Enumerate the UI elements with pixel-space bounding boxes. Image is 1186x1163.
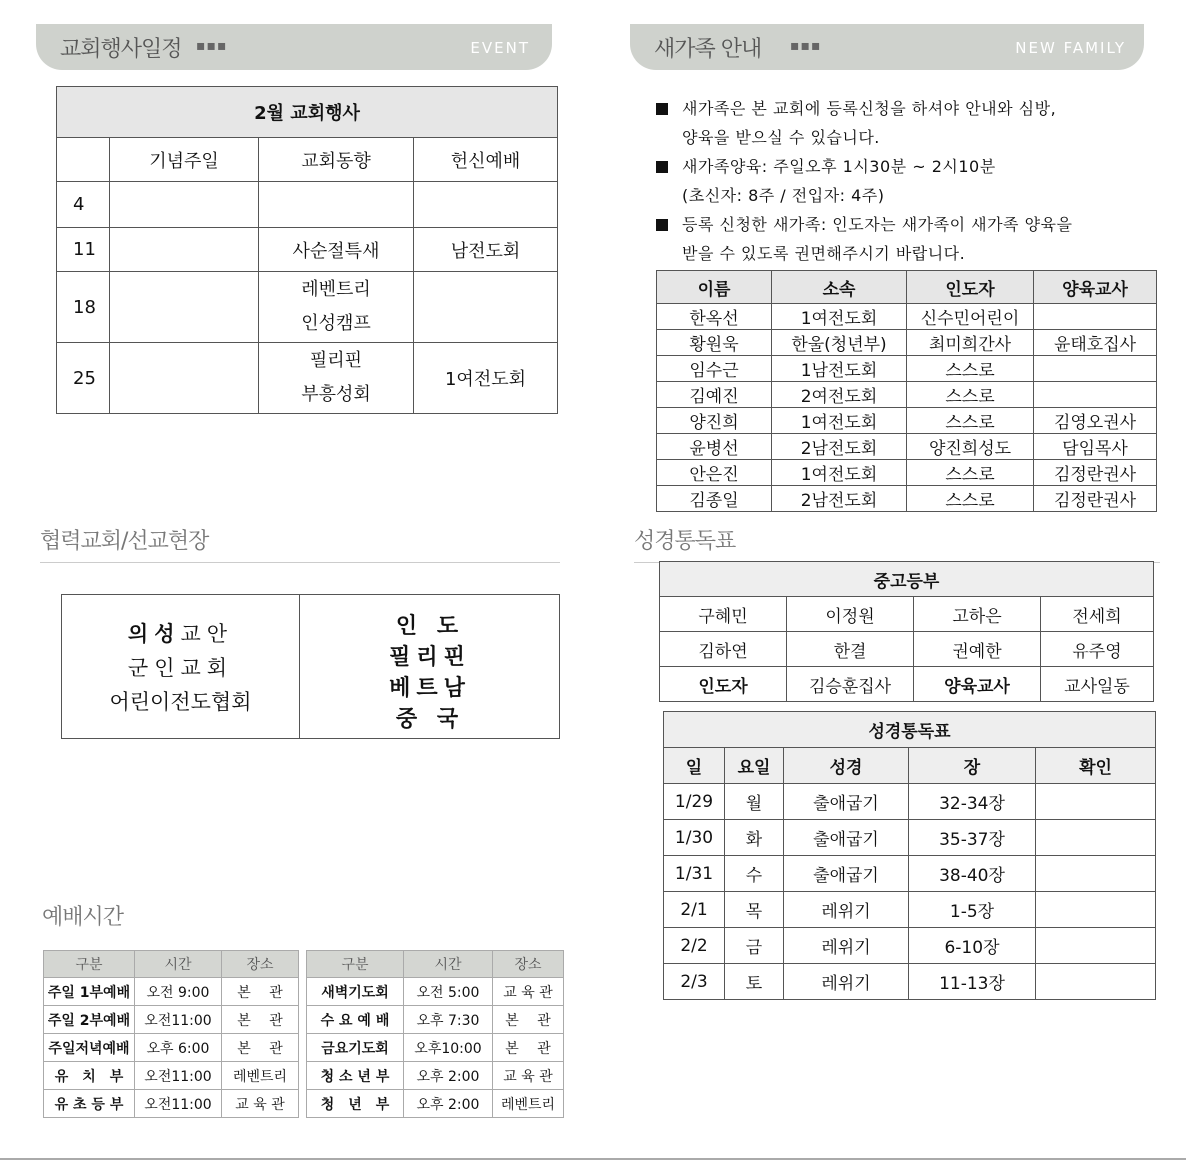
note-line: 새가족양육: 주일오후 1시30분 ~ 2시10분 bbox=[682, 157, 996, 176]
mission-field: 베트남 bbox=[389, 676, 471, 701]
event-worship: 남전도회 bbox=[414, 228, 558, 272]
member-name: 전세희 bbox=[1041, 597, 1154, 632]
event-news: 사순절특새 bbox=[259, 228, 414, 272]
worship-place: 본 관 bbox=[222, 978, 299, 1006]
worship-header: 장소 bbox=[493, 951, 564, 978]
event-day: 18 bbox=[57, 272, 110, 343]
bullet-square-icon bbox=[656, 161, 668, 173]
nf-teacher: 김정란권사 bbox=[1034, 460, 1157, 486]
event-memorial bbox=[110, 182, 259, 228]
reading-chapters: 1-5장 bbox=[909, 892, 1036, 928]
table-row bbox=[657, 304, 1157, 330]
worship-time: 오후 6:00 bbox=[135, 1034, 222, 1062]
note-line: 받을 수 있도록 권면해주시기 바랍니다. bbox=[682, 244, 966, 263]
reading-check[interactable] bbox=[1036, 892, 1156, 928]
nf-name: 안은진 bbox=[657, 460, 772, 486]
event-worship: 1여전도회 bbox=[414, 343, 558, 414]
table-row bbox=[664, 856, 1156, 892]
worship-header: 시간 bbox=[135, 951, 222, 978]
reading-check[interactable] bbox=[1036, 856, 1156, 892]
table-row bbox=[57, 228, 558, 272]
reading-chapters: 38-40장 bbox=[909, 856, 1036, 892]
nf-teacher: 김정란권사 bbox=[1034, 486, 1157, 512]
table-row bbox=[44, 1034, 299, 1062]
event-day: 4 bbox=[57, 182, 110, 228]
event-day: 11 bbox=[57, 228, 110, 272]
new-family-english-label: NEW FAMILY bbox=[1015, 39, 1126, 57]
worship-header: 시간 bbox=[404, 951, 493, 978]
events-header-memorial: 기념주일 bbox=[110, 138, 259, 182]
table-row bbox=[660, 597, 1154, 632]
table-row bbox=[44, 978, 299, 1006]
worship-name: 주일저녁예배 bbox=[44, 1034, 135, 1062]
worship-time: 오전 9:00 bbox=[135, 978, 222, 1006]
worship-name: 금요기도회 bbox=[307, 1034, 404, 1062]
partner-church-bold: 의성 bbox=[127, 622, 181, 646]
table-row bbox=[307, 978, 564, 1006]
bible-reading-table bbox=[663, 711, 1156, 1000]
event-news bbox=[259, 272, 414, 343]
worship-name: 유 치 부 bbox=[44, 1062, 135, 1090]
worship-time: 오후 2:00 bbox=[404, 1062, 493, 1090]
nf-guide: 스스로 bbox=[907, 408, 1034, 434]
table-row bbox=[657, 434, 1157, 460]
mission-field: 인 도 bbox=[395, 614, 465, 639]
nf-header: 소속 bbox=[772, 271, 907, 304]
event-english-label: EVENT bbox=[470, 39, 530, 57]
divider bbox=[40, 562, 560, 563]
worship-place: 본 관 bbox=[222, 1006, 299, 1034]
mission-field: 필리핀 bbox=[389, 645, 471, 670]
events-header-day bbox=[57, 138, 110, 182]
worship-place: 본 관 bbox=[493, 1034, 564, 1062]
worship-name: 주일 1부예배 bbox=[44, 978, 135, 1006]
nf-guide: 최미희간사 bbox=[907, 330, 1034, 356]
nf-teacher bbox=[1034, 304, 1157, 330]
event-news-line: 레벤트리 bbox=[301, 279, 371, 300]
worship-time: 오전11:00 bbox=[135, 1006, 222, 1034]
nf-teacher: 윤태호집사 bbox=[1034, 330, 1157, 356]
reading-weekday: 수 bbox=[725, 856, 784, 892]
worship-time: 오전 5:00 bbox=[404, 978, 493, 1006]
table-row bbox=[307, 1062, 564, 1090]
worship-title: 예배시간 bbox=[42, 905, 124, 930]
nf-name: 김예진 bbox=[657, 382, 772, 408]
member-name: 한결 bbox=[787, 632, 914, 667]
list-item bbox=[656, 152, 1156, 181]
reading-header: 장 bbox=[909, 748, 1036, 784]
worship-header: 장소 bbox=[222, 951, 299, 978]
nf-group: 2남전도회 bbox=[772, 434, 907, 460]
reading-chapters: 11-13장 bbox=[909, 964, 1036, 1000]
reading-weekday: 토 bbox=[725, 964, 784, 1000]
reading-date: 1/30 bbox=[664, 820, 725, 856]
nf-guide: 스스로 bbox=[907, 356, 1034, 382]
dots-icon: ▪▪▪ bbox=[196, 38, 228, 54]
event-worship bbox=[414, 272, 558, 343]
table-row bbox=[57, 182, 558, 228]
reading-check[interactable] bbox=[1036, 964, 1156, 1000]
table-row bbox=[657, 486, 1157, 512]
worship-time: 오전11:00 bbox=[135, 1062, 222, 1090]
event-news bbox=[259, 182, 414, 228]
nf-name: 임수근 bbox=[657, 356, 772, 382]
table-row bbox=[664, 820, 1156, 856]
partners-title: 협력교회/선교현장 bbox=[40, 529, 209, 554]
reading-header: 일 bbox=[664, 748, 725, 784]
worship-name: 수 요 예 배 bbox=[307, 1006, 404, 1034]
worship-table-left bbox=[43, 950, 299, 1118]
youth-group-table bbox=[659, 561, 1154, 702]
list-item bbox=[656, 210, 1156, 239]
event-memorial bbox=[110, 272, 259, 343]
worship-time: 오전11:00 bbox=[135, 1090, 222, 1118]
note-line: 등록 신청한 새가족: 인도자는 새가족이 새가족 양육을 bbox=[682, 215, 1073, 234]
new-family-section-title: 새가족 안내 bbox=[654, 37, 762, 62]
event-memorial bbox=[110, 343, 259, 414]
reading-chapters: 32-34장 bbox=[909, 784, 1036, 820]
reading-book: 출애굽기 bbox=[784, 784, 909, 820]
nf-name: 황원욱 bbox=[657, 330, 772, 356]
worship-time: 오후10:00 bbox=[404, 1034, 493, 1062]
reading-chapters: 6-10장 bbox=[909, 928, 1036, 964]
event-header-tab bbox=[36, 24, 552, 70]
nf-guide: 스스로 bbox=[907, 382, 1034, 408]
reading-weekday: 월 bbox=[725, 784, 784, 820]
nf-group: 2여전도회 bbox=[772, 382, 907, 408]
partner-church-rest: 교안 bbox=[180, 622, 234, 646]
reading-date: 1/29 bbox=[664, 784, 725, 820]
event-news-line: 필리핀 bbox=[309, 350, 363, 371]
partner-church: 군인교회 bbox=[127, 656, 234, 680]
events-table bbox=[56, 86, 558, 414]
worship-place: 본 관 bbox=[222, 1034, 299, 1062]
note-line: 새가족은 본 교회에 등록신청을 하셔야 안내와 심방, bbox=[682, 99, 1057, 118]
nf-name: 윤병선 bbox=[657, 434, 772, 460]
note-line: 양육을 받으실 수 있습니다. bbox=[682, 128, 880, 147]
table-row bbox=[657, 460, 1157, 486]
worship-header: 구분 bbox=[307, 951, 404, 978]
reading-book: 레위기 bbox=[784, 964, 909, 1000]
partners-box bbox=[61, 594, 560, 739]
nf-header: 이름 bbox=[657, 271, 772, 304]
worship-name: 새벽기도회 bbox=[307, 978, 404, 1006]
nf-teacher bbox=[1034, 382, 1157, 408]
worship-place: 교 육 관 bbox=[493, 1062, 564, 1090]
nf-header: 인도자 bbox=[907, 271, 1034, 304]
reading-date: 2/2 bbox=[664, 928, 725, 964]
worship-table-right bbox=[306, 950, 564, 1118]
nf-group: 1여전도회 bbox=[772, 408, 907, 434]
nf-header: 양육교사 bbox=[1034, 271, 1157, 304]
reading-date: 1/31 bbox=[664, 856, 725, 892]
reading-book: 레위기 bbox=[784, 892, 909, 928]
worship-name: 청 년 부 bbox=[307, 1090, 404, 1118]
leader-name: 김승훈집사 bbox=[787, 667, 914, 702]
table-row bbox=[44, 1006, 299, 1034]
nf-group: 2남전도회 bbox=[772, 486, 907, 512]
reading-chapters: 35-37장 bbox=[909, 820, 1036, 856]
table-row bbox=[664, 964, 1156, 1000]
reading-weekday: 화 bbox=[725, 820, 784, 856]
worship-place: 본 관 bbox=[493, 1006, 564, 1034]
event-news-line: 부흥성회 bbox=[301, 384, 371, 405]
mission-fields bbox=[301, 595, 559, 738]
reading-weekday: 목 bbox=[725, 892, 784, 928]
worship-place: 교 육 관 bbox=[493, 978, 564, 1006]
event-section-title: 교회행사일정 bbox=[60, 37, 182, 62]
bible-section-title: 성경통독표 bbox=[634, 529, 736, 554]
youth-group-title: 중고등부 bbox=[660, 562, 1154, 597]
worship-header: 구분 bbox=[44, 951, 135, 978]
worship-name: 유 초 등 부 bbox=[44, 1090, 135, 1118]
page-bottom-divider bbox=[0, 1158, 1186, 1160]
reading-date: 2/1 bbox=[664, 892, 725, 928]
table-row bbox=[664, 928, 1156, 964]
table-row bbox=[307, 1034, 564, 1062]
reading-book: 레위기 bbox=[784, 928, 909, 964]
teacher-label: 양육교사 bbox=[914, 667, 1041, 702]
worship-time: 오후 7:30 bbox=[404, 1006, 493, 1034]
nf-guide: 스스로 bbox=[907, 460, 1034, 486]
event-news-line: 인성캠프 bbox=[301, 313, 371, 334]
table-row bbox=[657, 330, 1157, 356]
reading-check[interactable] bbox=[1036, 820, 1156, 856]
list-item bbox=[656, 94, 1156, 123]
reading-book: 출애굽기 bbox=[784, 820, 909, 856]
nf-guide: 양진희성도 bbox=[907, 434, 1034, 460]
table-row bbox=[44, 1090, 299, 1118]
reading-header: 요일 bbox=[725, 748, 784, 784]
table-row bbox=[44, 1062, 299, 1090]
nf-name: 한옥선 bbox=[657, 304, 772, 330]
table-row bbox=[657, 356, 1157, 382]
new-family-table bbox=[656, 270, 1157, 512]
worship-name: 청 소 년 부 bbox=[307, 1062, 404, 1090]
mission-field: 중 국 bbox=[395, 707, 465, 732]
table-row bbox=[57, 272, 558, 343]
nf-group: 1여전도회 bbox=[772, 304, 907, 330]
nf-teacher: 담임목사 bbox=[1034, 434, 1157, 460]
events-table-title: 2월 교회행사 bbox=[57, 87, 558, 138]
member-name: 유주영 bbox=[1041, 632, 1154, 667]
nf-teacher bbox=[1034, 356, 1157, 382]
partner-churches bbox=[62, 595, 300, 738]
new-family-header-tab bbox=[630, 24, 1144, 70]
reading-book: 출애굽기 bbox=[784, 856, 909, 892]
worship-place: 레벤트리 bbox=[222, 1062, 299, 1090]
dots-icon: ▪▪▪ bbox=[790, 38, 822, 54]
table-row bbox=[660, 667, 1154, 702]
worship-time: 오후 2:00 bbox=[404, 1090, 493, 1118]
member-name: 구혜민 bbox=[660, 597, 787, 632]
nf-guide: 신수민어린이 bbox=[907, 304, 1034, 330]
table-row bbox=[307, 1006, 564, 1034]
worship-name: 주일 2부예배 bbox=[44, 1006, 135, 1034]
table-row bbox=[660, 632, 1154, 667]
leader-label: 인도자 bbox=[660, 667, 787, 702]
event-day: 25 bbox=[57, 343, 110, 414]
table-row bbox=[657, 408, 1157, 434]
new-family-notes bbox=[656, 94, 1156, 268]
reading-weekday: 금 bbox=[725, 928, 784, 964]
table-row bbox=[57, 343, 558, 414]
member-name: 권예한 bbox=[914, 632, 1041, 667]
member-name: 이정원 bbox=[787, 597, 914, 632]
table-row bbox=[307, 1090, 564, 1118]
reading-header: 성경 bbox=[784, 748, 909, 784]
nf-teacher: 김영오권사 bbox=[1034, 408, 1157, 434]
reading-table-title: 성경통독표 bbox=[664, 712, 1156, 748]
table-row bbox=[664, 784, 1156, 820]
table-row bbox=[664, 892, 1156, 928]
reading-check[interactable] bbox=[1036, 928, 1156, 964]
member-name: 김하연 bbox=[660, 632, 787, 667]
event-worship bbox=[414, 182, 558, 228]
bullet-square-icon bbox=[656, 103, 668, 115]
nf-name: 양진희 bbox=[657, 408, 772, 434]
events-header-worship: 헌신예배 bbox=[414, 138, 558, 182]
nf-group: 한울(청년부) bbox=[772, 330, 907, 356]
nf-guide: 스스로 bbox=[907, 486, 1034, 512]
worship-place: 레벤트리 bbox=[493, 1090, 564, 1118]
nf-name: 김종일 bbox=[657, 486, 772, 512]
table-row bbox=[657, 382, 1157, 408]
reading-date: 2/3 bbox=[664, 964, 725, 1000]
event-memorial bbox=[110, 228, 259, 272]
event-news bbox=[259, 343, 414, 414]
bullet-square-icon bbox=[656, 219, 668, 231]
nf-group: 1남전도회 bbox=[772, 356, 907, 382]
teacher-name: 교사일동 bbox=[1041, 667, 1154, 702]
partner-church: 어린이전도협회 bbox=[109, 690, 252, 714]
reading-check[interactable] bbox=[1036, 784, 1156, 820]
reading-header: 확인 bbox=[1036, 748, 1156, 784]
worship-place: 교 육 관 bbox=[222, 1090, 299, 1118]
note-line: (초신자: 8주 / 전입자: 4주) bbox=[682, 186, 885, 205]
events-header-news: 교회동향 bbox=[259, 138, 414, 182]
nf-group: 1여전도회 bbox=[772, 460, 907, 486]
member-name: 고하은 bbox=[914, 597, 1041, 632]
